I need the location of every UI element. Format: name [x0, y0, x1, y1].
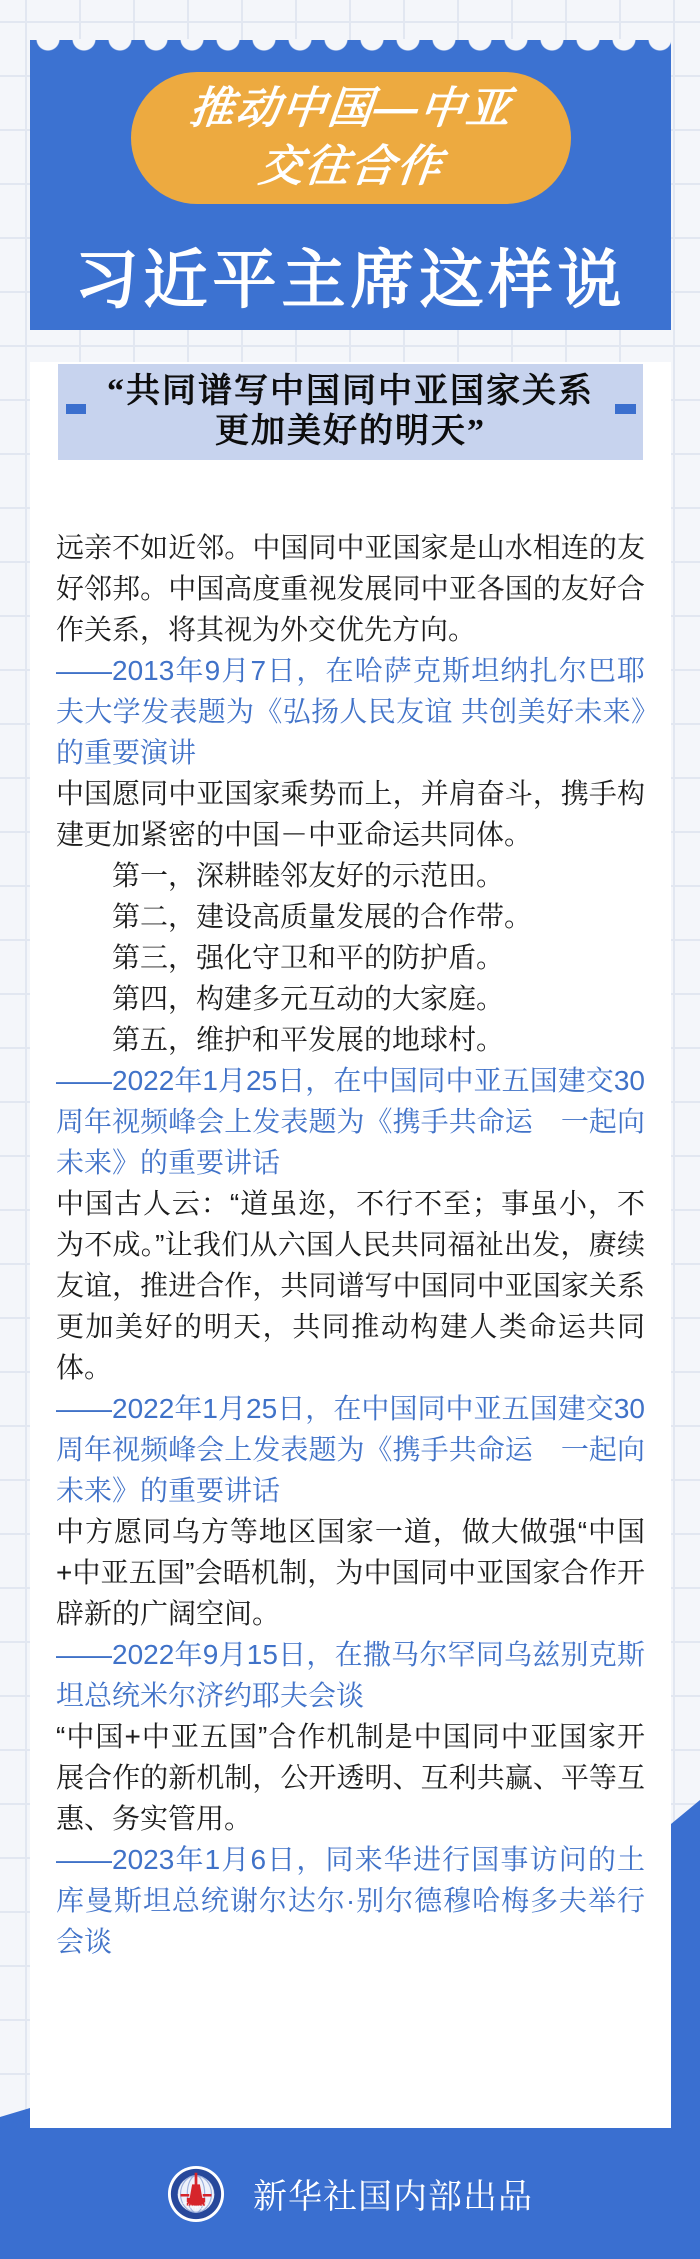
- list-item: 第二，建设高质量发展的合作带。: [112, 901, 533, 932]
- header-banner: [30, 40, 671, 330]
- quote-paragraph: 中国古人云：“道虽迩，不行不至；事虽小，不为不成。”让我们从六国人民共同福祉出发，赓续友谊，推进合作，共同谱写中国同中亚国家关系更加美好的明天，共同推动构建人类命运共同体。: [56, 1188, 645, 1383]
- logo-arc-text: XINHUA: [181, 2199, 211, 2212]
- quote-section: [56, 1511, 645, 1716]
- xinhua-logo-icon: [167, 2165, 225, 2223]
- footer-left-corner-shape: [0, 2108, 30, 2128]
- footer-content: [0, 2128, 700, 2259]
- quote-banner-line-1: “共同谱写中国同中亚国家关系: [107, 373, 594, 410]
- page-title: 习近平主席这样说: [74, 244, 627, 316]
- quote-paragraph: “中国+中亚五国”合作机制是中国同中亚国家开展合作的新机制，公开透明、互利共赢、平等互惠、务实管用。: [56, 1721, 645, 1834]
- left-dash-decoration: [66, 404, 86, 414]
- quote-banner-line-2: 更加美好的明天”: [215, 413, 486, 450]
- quote-attribution: ——2022年1月25日，在中国同中亚五国建交30周年视频峰会上发表题为《携手共命运 一起向未来》的重要讲话: [56, 1393, 645, 1506]
- content-card: [30, 362, 671, 2128]
- quotes-body: [56, 527, 645, 1962]
- footer-right-corner-shape: [671, 1800, 700, 2128]
- quote-section: [56, 527, 645, 773]
- quote-section: [56, 1716, 645, 1962]
- quote-paragraph: 中国愿同中亚国家乘势而上，并肩奋斗，携手构建更加紧密的中国－中亚命运共同体。: [56, 778, 645, 850]
- quote-paragraph: 中方愿同乌方等地区国家一道，做大做强“中国+中亚五国”会晤机制，为中国同中亚国家合作开辟新的广阔空间。: [56, 1516, 645, 1629]
- list-item: 第四，构建多元互动的大家庭。: [112, 983, 505, 1014]
- list-item: 第五，维护和平发展的地球村。: [112, 1024, 505, 1055]
- quote-paragraph: 远亲不如近邻。中国同中亚国家是山水相连的友好邻邦。中国高度重视发展同中亚各国的友好合作关系，将其视为外交优先方向。: [56, 532, 645, 645]
- quote-attribution: ——2022年9月15日，在撒马尔罕同乌兹别克斯坦总统米尔济约耶夫会谈: [56, 1639, 645, 1711]
- badge-line-1: 推动中国—中亚: [186, 84, 515, 133]
- footer: [0, 2128, 700, 2259]
- topic-badge: [131, 72, 571, 204]
- quote-section: [56, 1183, 645, 1511]
- badge-line-2: 交往合作: [255, 142, 446, 191]
- right-dash-decoration: [615, 404, 636, 414]
- list-item: 第三，强化守卫和平的防护盾。: [112, 942, 505, 973]
- quote-attribution: ——2013年9月7日，在哈萨克斯坦纳扎尔巴耶夫大学发表题为《弘扬人民友谊 共创美好未来》的重要演讲: [56, 655, 645, 768]
- list-item: 第一，深耕睦邻友好的示范田。: [112, 860, 505, 891]
- quote-attribution: ——2023年1月6日，同来华进行国事访问的土库曼斯坦总统谢尔达尔·别尔德穆哈梅多夫举行会谈: [56, 1844, 645, 1957]
- footer-label: 新华社国内部出品: [253, 2178, 533, 2216]
- quote-banner: [58, 364, 643, 460]
- quote-section: [56, 773, 645, 1183]
- quote-attribution: ——2022年1月25日，在中国同中亚五国建交30周年视频峰会上发表题为《携手共命运 一起向未来》的重要讲话: [56, 1065, 645, 1178]
- five-points-list: [56, 855, 645, 1060]
